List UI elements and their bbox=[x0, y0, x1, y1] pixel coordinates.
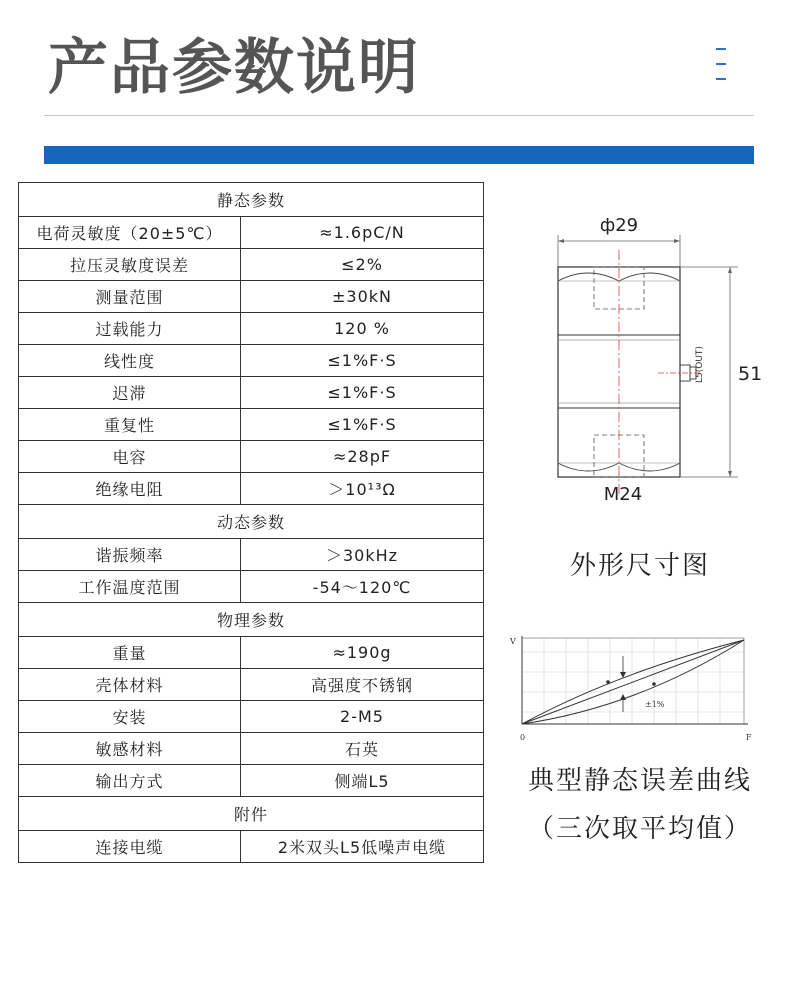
diameter-label: ф29 bbox=[599, 215, 639, 236]
connector-label: L5(OUT) bbox=[695, 346, 705, 383]
thread-label: M24 bbox=[603, 484, 643, 505]
table-row bbox=[19, 217, 484, 249]
table-row bbox=[19, 669, 484, 701]
table-row bbox=[19, 441, 484, 473]
section-title: 静态参数 bbox=[19, 183, 484, 217]
y-axis-label: V bbox=[510, 637, 516, 646]
section-header-row bbox=[19, 183, 484, 217]
tolerance-label: ±1% bbox=[645, 700, 665, 709]
section-header-row bbox=[19, 797, 484, 831]
param-value: ≤1%F·S bbox=[241, 377, 484, 409]
section-header-row bbox=[19, 603, 484, 637]
param-value: ＞10¹³Ω bbox=[241, 473, 484, 505]
param-label: 输出方式 bbox=[19, 765, 241, 797]
section-header-row bbox=[19, 505, 484, 539]
table-row bbox=[19, 765, 484, 797]
table-row bbox=[19, 313, 484, 345]
param-label: 测量范围 bbox=[19, 281, 241, 313]
param-value: 2-M5 bbox=[241, 701, 484, 733]
page-title: 产品参数说明 bbox=[48, 33, 420, 103]
param-label: 迟滞 bbox=[19, 377, 241, 409]
param-label: 安装 bbox=[19, 701, 241, 733]
table-row bbox=[19, 249, 484, 281]
table-row bbox=[19, 539, 484, 571]
param-value: ≈1.6pC/N bbox=[241, 217, 484, 249]
param-value: ≈190g bbox=[241, 637, 484, 669]
param-value: 石英 bbox=[241, 733, 484, 765]
param-label: 壳体材料 bbox=[19, 669, 241, 701]
param-label: 谐振频率 bbox=[19, 539, 241, 571]
table-row bbox=[19, 409, 484, 441]
param-label: 连接电缆 bbox=[19, 831, 241, 863]
param-value: ≤2% bbox=[241, 249, 484, 281]
param-value: ±30kN bbox=[241, 281, 484, 313]
param-label: 绝缘电阻 bbox=[19, 473, 241, 505]
table-row bbox=[19, 831, 484, 863]
curve-caption-line2: （三次取平均值） bbox=[527, 814, 752, 844]
param-value: ≈28pF bbox=[241, 441, 484, 473]
param-label: 电荷灵敏度（20±5℃） bbox=[19, 217, 241, 249]
param-label: 敏感材料 bbox=[19, 733, 241, 765]
param-value: ≤1%F·S bbox=[241, 345, 484, 377]
header-divider bbox=[44, 115, 754, 116]
param-value: 120 % bbox=[241, 313, 484, 345]
table-row bbox=[19, 281, 484, 313]
decoration-dash bbox=[716, 78, 726, 80]
x-axis-label: F bbox=[746, 733, 752, 742]
param-value: 2米双头L5低噪声电缆 bbox=[241, 831, 484, 863]
table-row bbox=[19, 473, 484, 505]
table-row bbox=[19, 701, 484, 733]
section-title: 物理参数 bbox=[19, 603, 484, 637]
section-title: 动态参数 bbox=[19, 505, 484, 539]
dimension-caption: 外形尺寸图 bbox=[569, 551, 710, 581]
param-value: -54～120℃ bbox=[241, 571, 484, 603]
decoration-dash bbox=[716, 63, 726, 65]
height-label: 51 bbox=[738, 363, 763, 385]
table-row bbox=[19, 637, 484, 669]
origin-label: 0 bbox=[520, 733, 526, 742]
dimension-drawing bbox=[540, 205, 790, 515]
section-title: 附件 bbox=[19, 797, 484, 831]
table-row bbox=[19, 571, 484, 603]
param-label: 重量 bbox=[19, 637, 241, 669]
param-label: 过载能力 bbox=[19, 313, 241, 345]
decoration-dash bbox=[716, 48, 726, 50]
table-row bbox=[19, 377, 484, 409]
param-value: ＞30kHz bbox=[241, 539, 484, 571]
param-label: 重复性 bbox=[19, 409, 241, 441]
accent-bar bbox=[44, 146, 754, 164]
param-label: 拉压灵敏度误差 bbox=[19, 249, 241, 281]
param-label: 线性度 bbox=[19, 345, 241, 377]
table-row bbox=[19, 733, 484, 765]
param-label: 电容 bbox=[19, 441, 241, 473]
table-row bbox=[19, 345, 484, 377]
static-error-curve bbox=[508, 632, 758, 747]
curve-caption-line1: 典型静态误差曲线 bbox=[527, 766, 752, 796]
param-label: 工作温度范围 bbox=[19, 571, 241, 603]
param-value: 侧端L5 bbox=[241, 765, 484, 797]
parameter-table bbox=[18, 182, 484, 863]
param-value: 高强度不锈钢 bbox=[241, 669, 484, 701]
param-value: ≤1%F·S bbox=[241, 409, 484, 441]
